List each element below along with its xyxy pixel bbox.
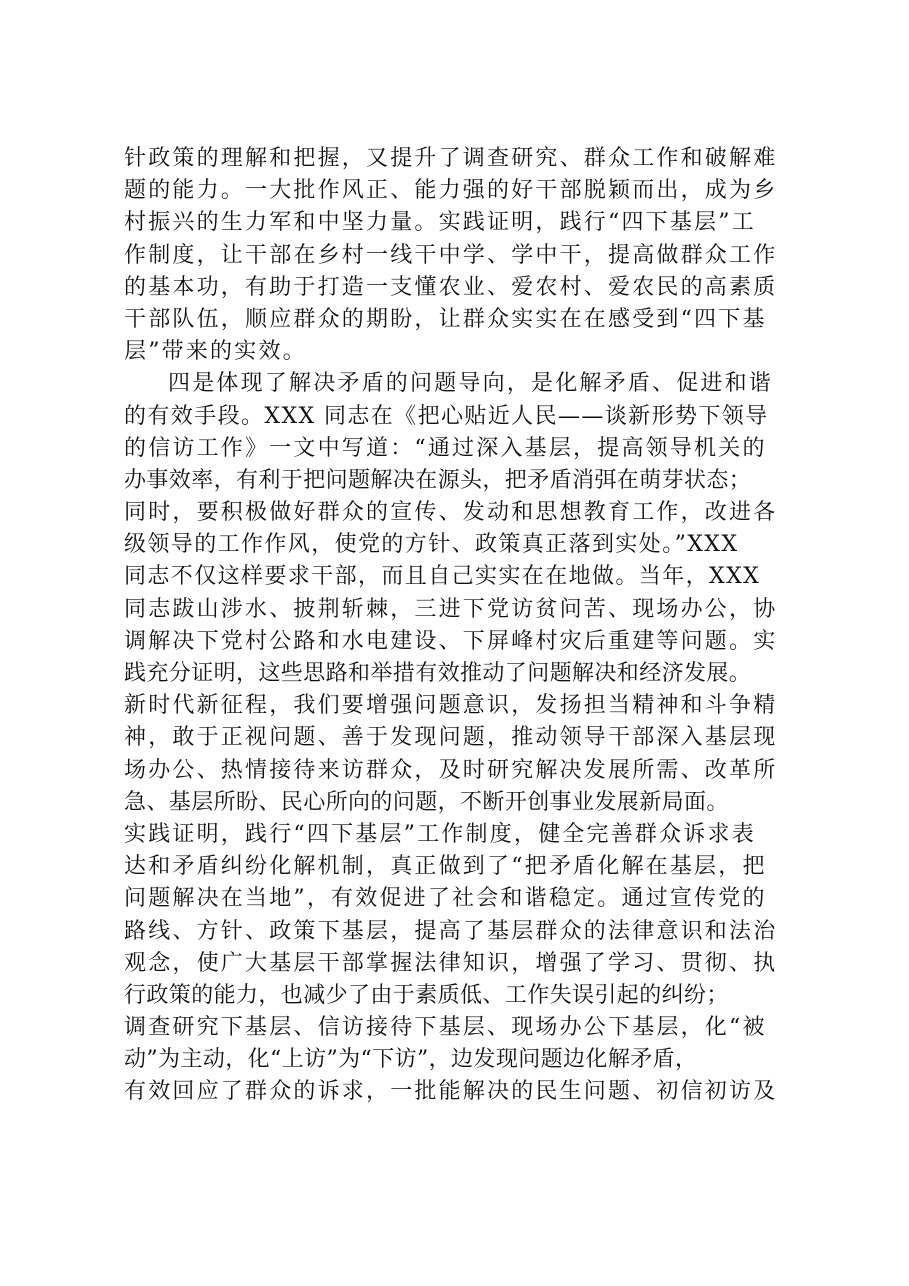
text-line: 问题解决在当地”，有效促进了社会和谐稳定。通过宣传党的 — [124, 886, 767, 912]
text-line: 干部队伍，顺应群众的期盼，让群众实实在在感受到“四下基 — [124, 306, 767, 332]
text-line: 同志跋山涉水、披荆斩棘，三进下党访贫问苦、现场办公，协 — [124, 596, 778, 622]
text-line: 神，敢于正视问题、善于发现问题，推动领导干部深入基层现 — [124, 725, 778, 751]
text-line: 同志不仅这样要求干部，而且自己实实在在地做。当年，XXX — [124, 564, 761, 590]
paragraph-first-line: 四是体现了解决矛盾的问题导向，是化解矛盾、促进和谐 — [168, 371, 774, 397]
text-line: 作制度，让干部在乡村一线干中学、学中干，提高做群众工作 — [124, 242, 778, 268]
text-line: 场办公、热情接待来访群众，及时研究解决发展所需、改革所 — [124, 757, 778, 783]
text-line: 的信访工作》一文中写道：“通过深入基层，提高领导机关的 — [124, 435, 767, 461]
text-line: 新时代新征程，我们要增强问题意识，发扬担当精神和斗争精 — [124, 693, 778, 719]
body-text — [124, 143, 824, 1109]
text-line: 的有效手段。XXX 同志在《把心贴近人民——谈新形势下领导 — [124, 403, 769, 429]
text-line: 调解决下党村公路和水电建设、下屏峰村灾后重建等问题。实 — [124, 628, 778, 654]
text-line: 办事效率，有利于把问题解决在源头，把矛盾消弭在萌芽状态； — [124, 467, 752, 493]
text-line: 的基本功，有助于打造一支懂农业、爱农村、爱农民的高素质 — [124, 274, 778, 300]
text-line: 实践证明，践行“四下基层”工作制度，健全完善群众诉求表 — [124, 821, 756, 847]
text-line: 有效回应了群众的诉求，一批能解决的民生问题、初信初访及 — [124, 1079, 778, 1105]
text-line: 行政策的能力，也减少了由于素质低、工作失误引起的纠纷； — [124, 982, 729, 1008]
text-line: 路线、方针、政策下基层，提高了基层群众的法律意识和法治 — [124, 918, 778, 944]
text-line: 观念，使广大基层干部掌握法律知识，增强了学习、贯彻、执 — [124, 950, 778, 976]
text-line: 达和矛盾纠纷化解机制，真正做到了“把矛盾化解在基层，把 — [124, 854, 767, 880]
text-line: 急、基层所盼、民心所向的问题，不断开创事业发展新局面。 — [124, 789, 729, 815]
text-line: 针政策的理解和把握，又提升了调查研究、群众工作和破解难 — [124, 146, 778, 171]
text-line: 践充分证明，这些思路和举措有效推动了问题解决和经济发展。 — [124, 661, 752, 686]
text-line: 层”带来的实效。 — [124, 339, 307, 365]
text-line: 题的能力。一大批作风正、能力强的好干部脱颖而出，成为乡 — [124, 178, 778, 204]
text-line: 级领导的工作作风，使党的方针、政策真正落到实处。”XXX — [124, 532, 739, 558]
text-line: 调查研究下基层、信访接待下基层、现场办公下基层，化“被 — [124, 1015, 767, 1041]
text-line: 动”为主动，化“上访”为“下访”，边发现问题边化解矛盾， — [124, 1047, 698, 1073]
text-line: 同时，要积极做好群众的宣传、发动和思想教育工作，改进各 — [124, 500, 778, 526]
text-line: 村振兴的生力军和中坚力量。实践证明，践行“四下基层”工 — [124, 210, 756, 236]
